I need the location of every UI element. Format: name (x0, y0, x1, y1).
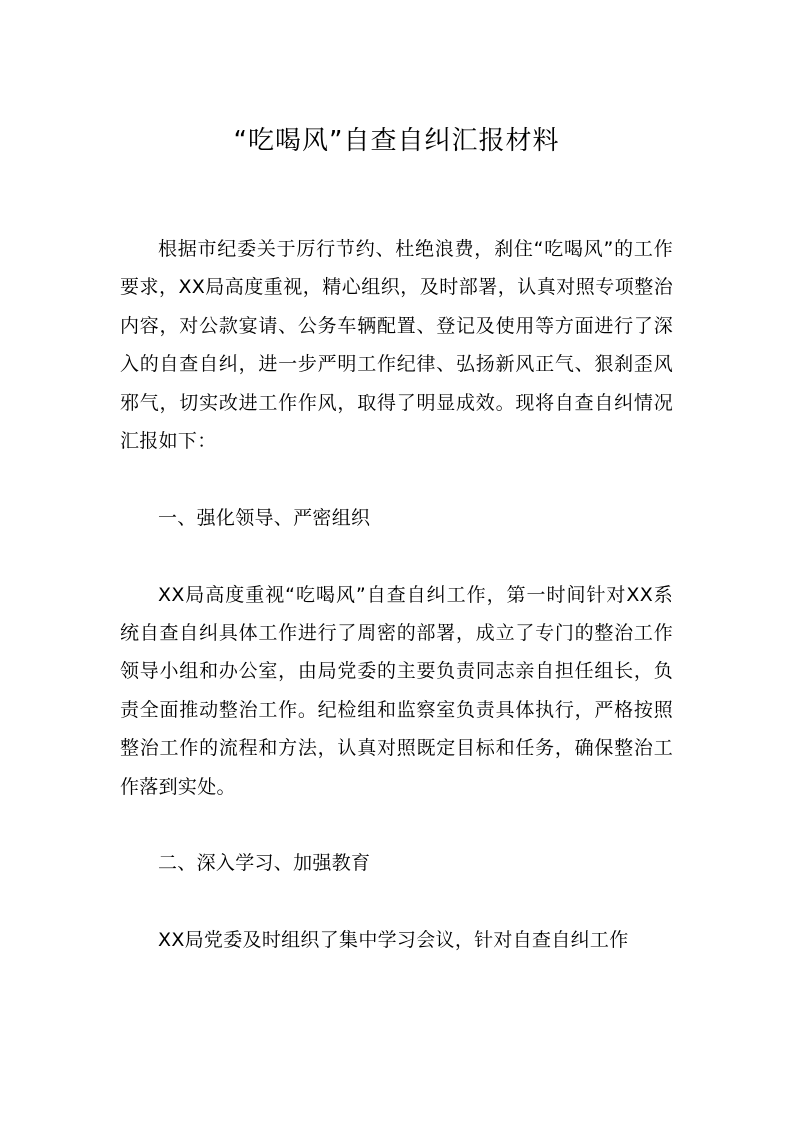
paragraph-spacer (120, 537, 673, 575)
section-paragraph-2: XX局党委及时组织了集中学习会议，针对自查自纠工作 (158, 929, 629, 952)
paragraph-spacer (120, 806, 673, 844)
section-heading-2: 二、深入学习、加强教育 (158, 852, 371, 875)
document-title: “吃喝风”自查自纠汇报材料 (233, 126, 560, 156)
paragraph-spacer (120, 460, 673, 498)
document-body (120, 230, 673, 960)
intro-paragraph: 根据市纪委关于厉行节约、杜绝浪费，刹住“吃喝风”的工作要求，XX局高度重视，精心组织，及时部署，认真对照专项整治内容，对公款宴请、公务车辆配置、登记及使用等方面进行了深入的自查自纠，进一步严明工作纪律、弘扬新风正气、狠刹歪风邪气，切实改进工作作风，取得了明显成效。现将自查自纠情况汇报如下： (120, 238, 673, 453)
section-heading-1: 一、强化领导、严密组织 (158, 506, 371, 529)
paragraph-spacer (120, 883, 673, 921)
section-paragraph-1: XX局高度重视“吃喝风”自查自纠工作，第一时间针对XX系统自查自纠具体工作进行了周密的部署，成立了专门的整治工作领导小组和办公室，由局党委的主要负责同志亲自担任组长，负责全面推动整治工作。纪检组和监察室负责具体执行，严格按照整治工作的流程和方法，认真对照既定目标和任务，确保整治工作落到实处。 (120, 583, 673, 798)
